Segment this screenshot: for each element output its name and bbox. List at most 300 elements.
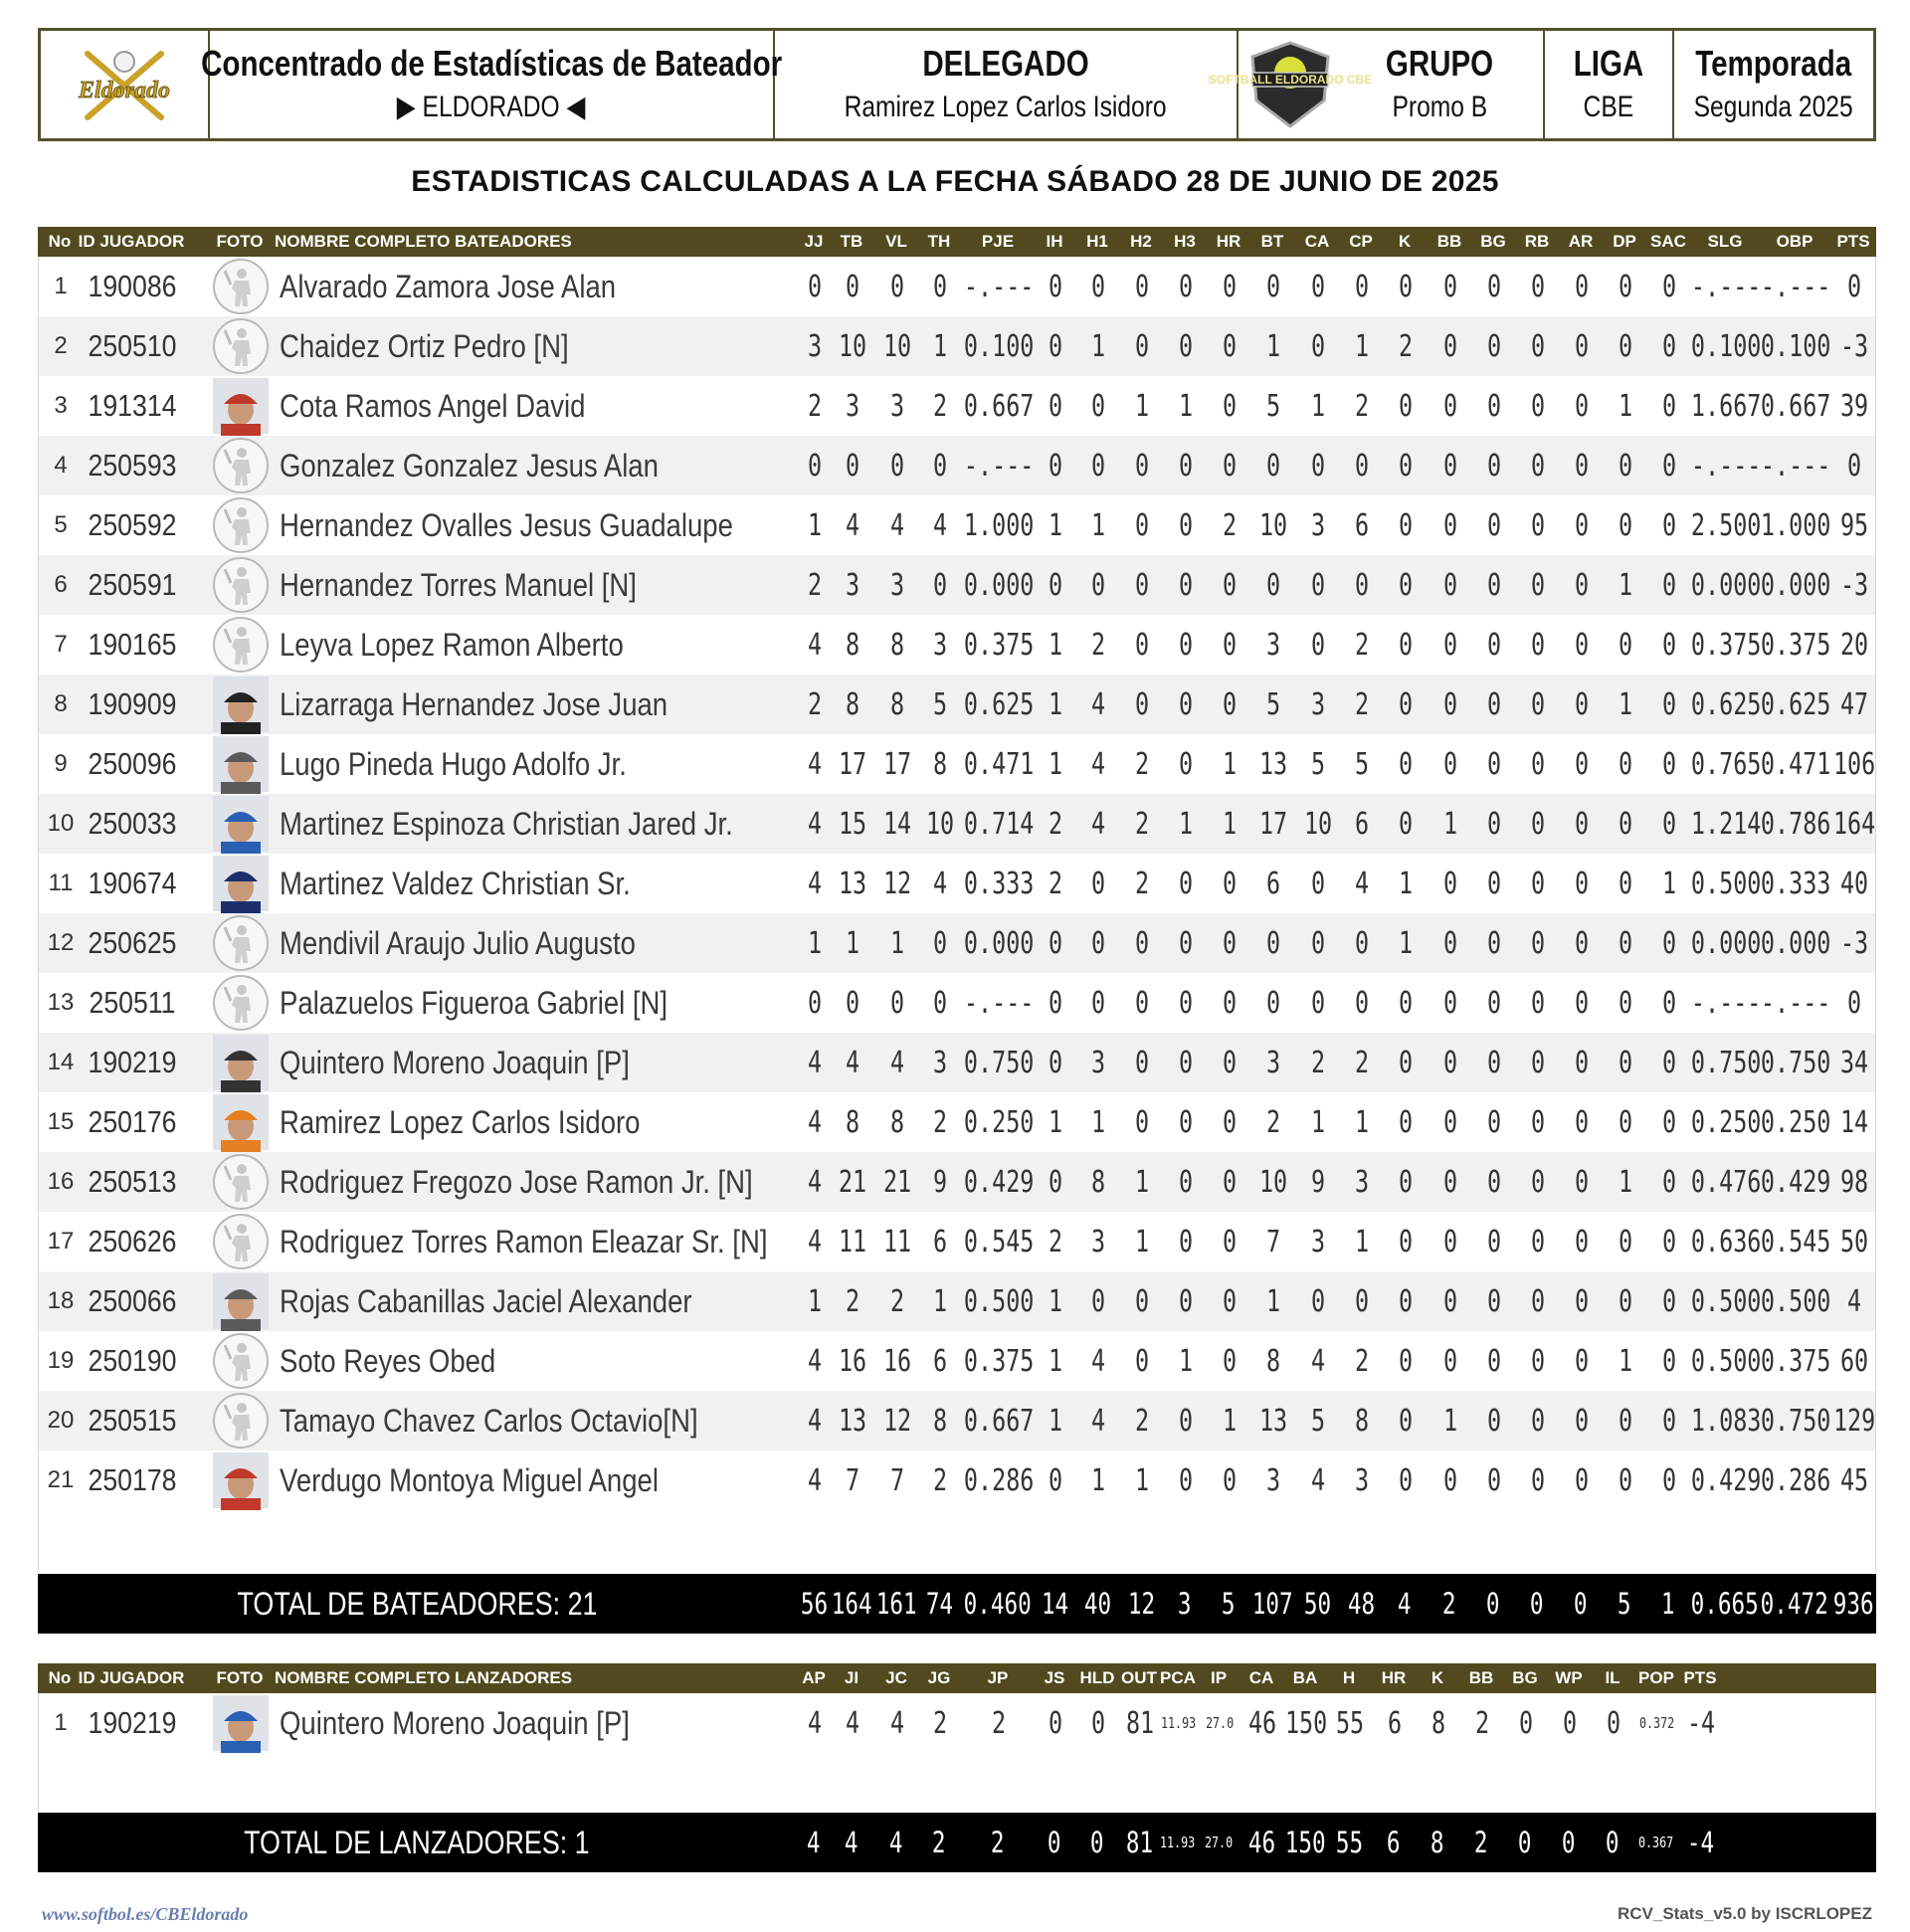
stat-cell: 1 [1134, 388, 1150, 424]
stat-cell: 8 [932, 1403, 948, 1439]
col-header-id-jugador: ID JUGADOR [78, 232, 185, 251]
row-number: 18 [47, 1287, 75, 1314]
stat-cell: 0 [1574, 448, 1590, 483]
avatar [213, 796, 269, 852]
stat-cell: 3 [1310, 1224, 1326, 1259]
stat-cell: 0 [1178, 1403, 1194, 1439]
stat-cell: 1 [1310, 388, 1326, 424]
col-header-vl: VL [885, 232, 907, 251]
avatar [213, 1393, 269, 1449]
stat-cell: 0 [1048, 448, 1063, 483]
col-header-tb: TB [840, 232, 863, 251]
player-silhouette-icon [221, 921, 261, 965]
stat-cell: 0 [1134, 1343, 1150, 1379]
stat-cell: 0 [1178, 627, 1194, 663]
stat-cell: 4 [807, 1224, 823, 1259]
player-photo [204, 1450, 278, 1510]
stat-cell: 0 [1661, 388, 1677, 424]
stat-cell: 0.786 [1760, 806, 1831, 842]
stat-cell: 0 [1090, 448, 1106, 483]
col-header-obp: OBP [1776, 232, 1814, 251]
col-header-nombre-completo-bateadores: NOMBRE COMPLETO BATEADORES [275, 232, 572, 251]
col-header-hr: HR [1216, 232, 1242, 251]
table-row [39, 675, 1875, 734]
stat-cell: 0 [1574, 925, 1590, 961]
stat-cell: 1 [1048, 1104, 1063, 1140]
col-header-sac: SAC [1650, 232, 1686, 251]
row-number: 21 [47, 1466, 75, 1493]
col-header-jp: JP [987, 1668, 1009, 1687]
row-number: 4 [54, 452, 68, 479]
stat-cell: 0 [932, 925, 948, 961]
stat-cell: 0 [1398, 627, 1414, 663]
total-cell: 0 [1048, 1826, 1061, 1859]
pitching-table-body [38, 1693, 1876, 1811]
player-name: Quintero Moreno Joaquin [P] [280, 1704, 630, 1741]
col-header-jc: JC [885, 1668, 907, 1687]
stat-cell: 16 [838, 1343, 867, 1379]
stat-cell: 0 [1442, 746, 1458, 782]
stat-cell: 0 [1661, 746, 1677, 782]
col-header-no: No [48, 232, 72, 251]
col-header-pts: PTS [1836, 232, 1870, 251]
player-silhouette-icon [221, 265, 261, 308]
row-number: 12 [47, 929, 75, 956]
total-cell: 4 [1398, 1587, 1412, 1621]
stat-cell: 1 [1618, 1164, 1633, 1200]
stat-cell: 1 [1222, 746, 1238, 782]
stat-cell: 0 [1442, 507, 1458, 543]
table-row [39, 1693, 1875, 1753]
stat-cell: 0 [1048, 567, 1063, 603]
stat-cell: 9 [932, 1164, 948, 1200]
stat-cell: 5 [932, 686, 948, 722]
total-cell: 0 [1606, 1826, 1620, 1859]
stat-cell: 0 [1486, 507, 1502, 543]
stat-cell: -.--- [1760, 985, 1831, 1021]
stat-cell: 4 [807, 1343, 823, 1379]
col-header-h: H [1342, 1668, 1356, 1687]
avatar [213, 557, 269, 613]
player-name: Hernandez Ovalles Jesus Guadalupe [280, 506, 733, 543]
stat-cell: 50 [1839, 1224, 1869, 1259]
col-header-k: K [1431, 1668, 1444, 1687]
row-number: 11 [48, 869, 74, 896]
team-name: ▶ ELDORADO ◀ [397, 91, 586, 123]
stat-cell: 10 [882, 328, 912, 364]
stat-cell: 0 [1442, 1104, 1458, 1140]
footer-credit: RCV_Stats_v5.0 by ISCRLOPEZ [1617, 1904, 1872, 1923]
stat-cell: 16 [882, 1343, 912, 1379]
stat-cell: 1 [1090, 507, 1106, 543]
stat-cell: 4 [807, 1705, 823, 1741]
stat-cell: 0.471 [963, 746, 1035, 782]
table-row [39, 376, 1875, 436]
team-logo-icon [70, 40, 179, 129]
liga-value: CBE [1583, 91, 1634, 123]
col-header-h1: H1 [1086, 232, 1108, 251]
stat-cell: 0 [1442, 567, 1458, 603]
player-id: 190165 [88, 627, 177, 662]
col-header-il: IL [1605, 1668, 1621, 1687]
stat-cell: 0 [1178, 985, 1194, 1021]
stat-cell: 0 [1618, 1224, 1633, 1259]
stat-cell: 0.500 [1690, 1343, 1762, 1379]
stat-cell: 0 [1618, 448, 1633, 483]
total-cell: 0 [1562, 1826, 1576, 1859]
col-header-jg: JG [927, 1668, 951, 1687]
stat-cell: 0 [1486, 985, 1502, 1021]
stat-cell: 0 [1222, 866, 1238, 901]
stat-cell: 0 [1530, 1343, 1546, 1379]
stat-cell: 106 [1832, 746, 1876, 782]
stat-cell: 0 [1661, 985, 1677, 1021]
stat-cell: 0.471 [1760, 746, 1831, 782]
table-row [39, 1212, 1875, 1271]
stat-cell: 12 [882, 1403, 912, 1439]
row-number: 10 [47, 810, 75, 837]
stat-cell: 0.545 [963, 1224, 1035, 1259]
stat-cell: 4 [807, 746, 823, 782]
stat-cell: 0 [1486, 1164, 1502, 1200]
col-header-k: K [1398, 232, 1412, 251]
stat-cell: 1 [1090, 328, 1106, 364]
stat-cell: 0 [1178, 1462, 1194, 1498]
stat-cell: 3 [1090, 1224, 1106, 1259]
col-header-hr: HR [1381, 1668, 1407, 1687]
player-photo [204, 1693, 278, 1753]
stat-cell: 0.000 [1690, 925, 1762, 961]
stat-cell: 0 [1090, 1705, 1106, 1741]
stat-cell: 0 [1618, 866, 1633, 901]
player-silhouette-icon [221, 1220, 261, 1263]
stat-cell: 0 [1846, 269, 1862, 304]
player-name: Martinez Valdez Christian Sr. [280, 865, 631, 901]
stat-cell: 5 [1310, 746, 1326, 782]
avatar [213, 975, 269, 1031]
stat-cell: 1 [1265, 1283, 1281, 1319]
stat-cell: 0 [1574, 1283, 1590, 1319]
stat-cell: 0 [1222, 1224, 1238, 1259]
stat-cell: 0 [1661, 448, 1677, 483]
totals-label: TOTAL DE LANZADORES: 1 [244, 1824, 590, 1860]
col-header-bb: BB [1468, 1668, 1494, 1687]
player-name: Martinez Espinoza Christian Jared Jr. [280, 805, 733, 842]
stat-cell: 0 [1178, 507, 1194, 543]
stat-cell: 1 [1134, 1462, 1150, 1498]
stat-cell: 0 [1222, 1104, 1238, 1140]
player-id: 250511 [89, 985, 176, 1020]
player-name: Rodriguez Fregozo Jose Ramon Jr. [N] [280, 1163, 753, 1200]
stat-cell: 0.250 [1760, 1104, 1831, 1140]
stat-cell: 0 [1048, 1462, 1063, 1498]
total-cell: 936 [1832, 1587, 1874, 1621]
stat-cell: 1 [1310, 1104, 1326, 1140]
stat-cell: 0 [1048, 328, 1063, 364]
stat-cell: 3 [889, 567, 905, 603]
stat-cell: 0 [1661, 507, 1677, 543]
stat-cell: 0 [1661, 1343, 1677, 1379]
stat-cell: -3 [1839, 328, 1869, 364]
player-photo [204, 1033, 278, 1092]
total-cell: 161 [875, 1587, 917, 1621]
report-title: Concentrado de Estadísticas de Bateador [201, 43, 783, 84]
col-header-dp: DP [1613, 232, 1636, 251]
stat-cell: 0 [1222, 269, 1238, 304]
player-photo [204, 257, 278, 316]
stat-cell: 0 [1486, 269, 1502, 304]
stat-cell: 0 [1354, 567, 1370, 603]
stat-cell: 1 [1354, 1104, 1370, 1140]
player-silhouette-icon [221, 1339, 261, 1383]
stat-cell: 0 [1562, 1705, 1578, 1741]
stat-cell: 0 [1618, 1403, 1633, 1439]
total-cell: 27.0 [1204, 1834, 1234, 1851]
stat-cell: 1 [1442, 1403, 1458, 1439]
stat-cell: 0 [1846, 985, 1862, 1021]
stat-cell: 2 [932, 388, 948, 424]
stat-cell: 60 [1839, 1343, 1869, 1379]
stat-cell: 6 [932, 1224, 948, 1259]
stat-cell: 4 [807, 806, 823, 842]
player-id: 250510 [88, 328, 177, 363]
player-id: 250593 [88, 448, 177, 483]
stat-cell: 0 [1442, 1343, 1458, 1379]
row-number: 8 [54, 690, 68, 717]
total-cell: 48 [1347, 1587, 1375, 1621]
stat-cell: 0 [1134, 567, 1150, 603]
stat-cell: 0 [1846, 448, 1862, 483]
player-photo [204, 495, 278, 555]
stat-cell: 0.714 [963, 806, 1035, 842]
stat-cell: 0 [1178, 925, 1194, 961]
total-cell: 0 [1518, 1826, 1532, 1859]
row-number: 17 [47, 1228, 75, 1255]
stat-cell: 0 [1618, 806, 1633, 842]
stat-cell: 0 [1178, 746, 1194, 782]
stat-cell: 0.375 [1760, 627, 1831, 663]
stat-cell: 0 [1486, 328, 1502, 364]
stat-cell: 0 [1530, 686, 1546, 722]
stat-cell: 0 [1618, 985, 1633, 1021]
stat-cell: 1 [807, 925, 823, 961]
table-row [39, 854, 1875, 913]
stat-cell: 0.545 [1760, 1224, 1831, 1259]
stat-cell: 4 [807, 1164, 823, 1200]
stat-cell: 3 [932, 627, 948, 663]
stat-cell: 8 [1090, 1164, 1106, 1200]
stat-cell: 0 [1574, 1104, 1590, 1140]
stat-cell: 1 [1222, 806, 1238, 842]
player-id: 190086 [88, 269, 177, 303]
table-row [39, 615, 1875, 675]
table-row [39, 1331, 1875, 1391]
avatar [213, 378, 269, 434]
stat-cell: 2 [1048, 866, 1063, 901]
player-photo-icon [213, 856, 269, 911]
pitching-table-header [38, 1663, 1876, 1693]
temporada-label: Temporada [1695, 43, 1852, 84]
col-header-bg: BG [1480, 232, 1506, 251]
col-header-ip: IP [1210, 1668, 1228, 1687]
stat-cell: 1 [932, 328, 948, 364]
stat-cell: 7 [1265, 1224, 1281, 1259]
stat-cell: 0 [1134, 328, 1150, 364]
stat-cell: 0 [1530, 328, 1546, 364]
player-photo [204, 734, 278, 794]
stat-cell: 0 [1661, 1164, 1677, 1200]
stat-cell: 0.625 [1760, 686, 1831, 722]
total-cell: 1 [1661, 1587, 1675, 1621]
row-number: 2 [54, 332, 68, 359]
stat-cell: 0 [1661, 925, 1677, 961]
stat-cell: 1 [845, 925, 860, 961]
stat-cell: 1 [1354, 328, 1370, 364]
stat-cell: 0 [1048, 925, 1063, 961]
stat-cell: 0 [1574, 328, 1590, 364]
stat-cell: 0.372 [1639, 1714, 1675, 1732]
stat-cell: 4 [845, 1705, 860, 1741]
stat-cell: 47 [1839, 686, 1869, 722]
stat-cell: 1 [1134, 1224, 1150, 1259]
stat-cell: 4 [807, 1462, 823, 1498]
stat-cell: 4 [1310, 1462, 1326, 1498]
player-photo [204, 1212, 278, 1271]
stat-cell: 0 [1442, 448, 1458, 483]
stat-cell: 0 [1618, 269, 1633, 304]
stat-cell: 2 [1354, 1343, 1370, 1379]
player-name: Lugo Pineda Hugo Adolfo Jr. [280, 745, 627, 782]
stat-cell: 0 [1398, 746, 1414, 782]
stat-cell: 0 [1354, 925, 1370, 961]
player-id: 250591 [88, 567, 177, 602]
stat-cell: -.--- [1690, 269, 1762, 304]
player-id: 190219 [88, 1705, 177, 1740]
stat-cell: 4 [1090, 1403, 1106, 1439]
player-id: 250066 [88, 1283, 177, 1318]
stat-cell: 2 [1265, 1104, 1281, 1140]
stat-cell: 0 [1486, 1104, 1502, 1140]
team-logo [41, 31, 210, 138]
stat-cell: 21 [882, 1164, 912, 1200]
stat-cell: 0 [1442, 985, 1458, 1021]
stat-cell: 0 [1530, 746, 1546, 782]
player-id: 190909 [88, 686, 177, 721]
stat-cell: 0 [1530, 507, 1546, 543]
stat-cell: 0 [1178, 686, 1194, 722]
player-silhouette-icon [221, 324, 261, 368]
stat-cell: 0 [1618, 925, 1633, 961]
stat-cell: 0 [1310, 328, 1326, 364]
stat-cell: 0 [1310, 866, 1326, 901]
stat-cell: 0 [1486, 388, 1502, 424]
stat-cell: 0.750 [1760, 1045, 1831, 1080]
total-cell: 3 [1178, 1587, 1192, 1621]
stat-cell: 2 [932, 1705, 948, 1741]
stat-cell: 0 [1398, 1045, 1414, 1080]
stat-cell: 4 [1090, 806, 1106, 842]
stat-cell: 0 [1530, 985, 1546, 1021]
stat-cell: 6 [932, 1343, 948, 1379]
player-photo [204, 555, 278, 615]
league-logo-text: SOFTBALL ELDORADO CBE [1208, 73, 1373, 87]
stat-cell: 0.100 [963, 328, 1035, 364]
stat-cell: 0 [1134, 1045, 1150, 1080]
stat-cell: 0 [1442, 1283, 1458, 1319]
stat-cell: 8 [1354, 1403, 1370, 1439]
stat-cell: 2 [1134, 1403, 1150, 1439]
stat-cell: 0.100 [1760, 328, 1831, 364]
player-silhouette-icon [221, 1399, 261, 1443]
stat-cell: 0 [1134, 1104, 1150, 1140]
stat-cell: 0 [1661, 1462, 1677, 1498]
stat-cell: 0 [1661, 567, 1677, 603]
stat-cell: 2 [932, 1104, 948, 1140]
stat-cell: 2 [1354, 1045, 1370, 1080]
stat-cell: 6 [1265, 866, 1281, 901]
stat-cell: 0 [1048, 1705, 1063, 1741]
stat-cell: 2 [1398, 328, 1414, 364]
table-row [39, 794, 1875, 854]
stat-cell: 0 [1486, 686, 1502, 722]
stat-cell: 0 [845, 269, 860, 304]
stat-cell: 0.750 [1690, 1045, 1762, 1080]
stat-cell: 0 [1486, 806, 1502, 842]
stat-cell: 0 [1574, 806, 1590, 842]
stat-cell: 1 [1090, 1104, 1106, 1140]
stat-cell: 0 [1354, 985, 1370, 1021]
avatar [213, 259, 269, 314]
stat-cell: 0 [1442, 328, 1458, 364]
player-photo [204, 913, 278, 973]
stat-cell: 0 [1486, 746, 1502, 782]
player-id: 250178 [88, 1462, 177, 1497]
stat-cell: 0 [1265, 567, 1281, 603]
stat-cell: 1.214 [1690, 806, 1762, 842]
stat-cell: 4 [1090, 686, 1106, 722]
stat-cell: 4 [1090, 746, 1106, 782]
col-header-jj: JJ [804, 232, 824, 251]
stat-cell: 0 [932, 448, 948, 483]
stat-cell: -.--- [1760, 269, 1831, 304]
stat-cell: 0 [1442, 1462, 1458, 1498]
stat-cell: 2 [1134, 866, 1150, 901]
table-row [39, 495, 1875, 555]
stat-cell: 1 [1265, 328, 1281, 364]
total-cell: 164 [831, 1587, 872, 1621]
stat-cell: 0 [1661, 1403, 1677, 1439]
total-cell: 0.367 [1638, 1834, 1674, 1851]
stat-cell: 12 [882, 866, 912, 901]
stat-cell: 8 [889, 686, 905, 722]
avatar [213, 856, 269, 911]
stat-cell: 2 [1354, 388, 1370, 424]
stat-cell: 4 [932, 866, 948, 901]
stat-cell: 0.667 [1760, 388, 1831, 424]
stat-cell: 9 [1310, 1164, 1326, 1200]
stat-cell: 0 [1134, 686, 1150, 722]
stat-cell: 0 [845, 985, 860, 1021]
stat-cell: 0 [932, 567, 948, 603]
avatar [213, 1452, 269, 1508]
liga-cell [1545, 31, 1674, 138]
stat-cell: 0 [1486, 448, 1502, 483]
stat-cell: 1 [1618, 567, 1633, 603]
stat-cell: 20 [1839, 627, 1869, 663]
stat-cell: 0 [1398, 985, 1414, 1021]
table-row [39, 436, 1875, 495]
total-cell: 55 [1335, 1826, 1363, 1859]
